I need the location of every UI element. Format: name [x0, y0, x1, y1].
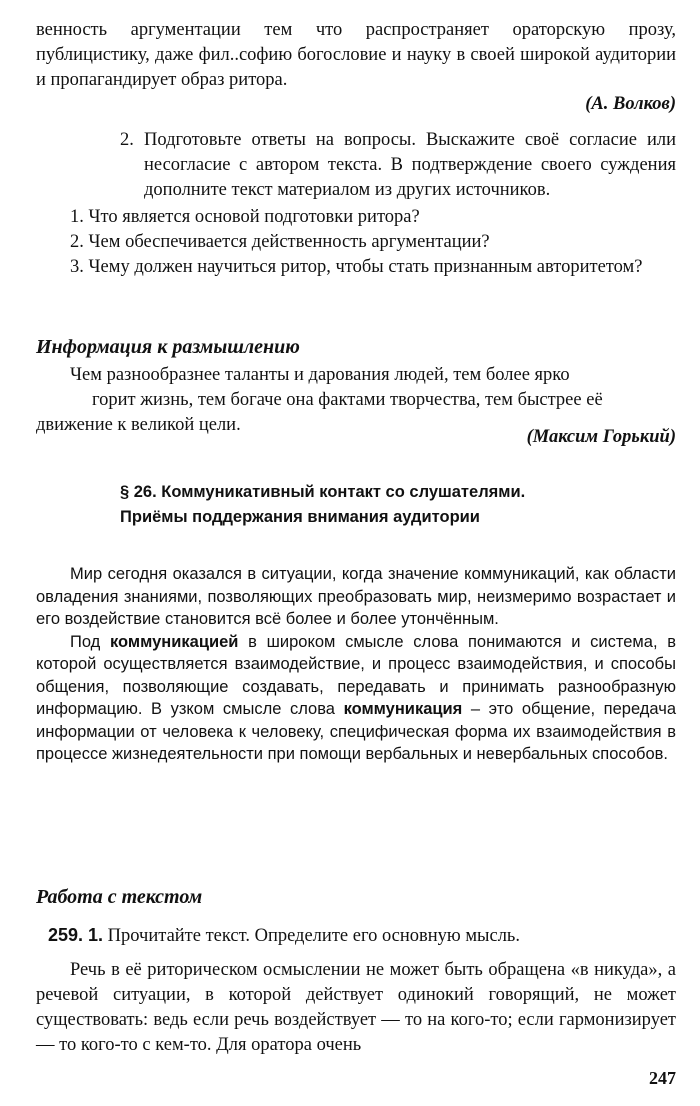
work-heading: Работа с текстом: [36, 886, 203, 908]
top-attribution: (А. Волков): [585, 94, 676, 114]
term-communication: коммуникацией: [110, 632, 239, 651]
reflection-attribution: (Максим Горький): [526, 427, 676, 447]
section-paragraph: Под коммуникацией в широком смысле слова понимаются и система, в которой осуществляется взаимодействие, и процесс взаимодействия, и способы общения, позволяющие создавать, передавать и принимать разнообразную информацию. В узком смысле слова коммуникация – это общение, передача информации от человека к человеку, специфическая форма их взаимодействия в процессе жизнедеятельности при помощи вербальных и невербальных способов.: [36, 632, 677, 763]
top-paragraph: венность аргументации тем что распространяет ораторскую прозу, публицистику, даже фил..софию богословие и науку в своей широкой аудитории и пропагандирует образ ритора.: [36, 20, 676, 90]
task-number: 2.: [120, 130, 134, 150]
question-list: [36, 205, 676, 280]
page-number: 247: [649, 1068, 676, 1088]
section-body: [36, 563, 676, 766]
exercise-instruction: Прочитайте текст. Определите его основную мысль.: [103, 926, 520, 946]
question-item: 2. Чем обеспечивается действенность аргументации?: [70, 232, 490, 252]
reflection-quote: Чем разнообразнее таланты и дарования людей, тем более ярко горит жизнь, тем богаче она фактами творчества, тем быстрее её движение к великой цели.: [36, 365, 603, 435]
term-communication: коммуникация: [343, 700, 463, 718]
exercise-text: Речь в её риторическом осмыслении не может быть обращена «в никуда», а речевой ситуации, в которой действует одинокий говорящий, не может существовать: ведь если речь воздействует — то на кого-то; если гармонизирует — то кого-то с кем-то. Для оратора очень: [36, 960, 676, 1055]
question-item: 3. Чему должен научиться ритор, чтобы стать признанным авторитетом?: [70, 257, 643, 277]
section-paragraph: Мир сегодня оказался в ситуации, когда значение коммуникаций, как области овладения знаниями, позволяющих преобразовать мир, неизмеримо возрастает и его воздействие становится всё более и более утончённым.: [36, 565, 676, 628]
question-item: 1. Что является основой подготовки ритора?: [70, 207, 420, 227]
task-2: [120, 128, 676, 203]
section-title: § 26. Коммуникативный контакт со слушателями. Приёмы поддержания внимания аудитории: [120, 483, 526, 526]
reflection-heading: Информация к размышлению: [36, 336, 300, 358]
exercise-line: [48, 924, 676, 949]
exercise-number: 259. 1.: [48, 925, 104, 945]
task-text: Подготовьте ответы на вопросы. Выскажите своё согласие или несогласие с автором текста. В подтверждение своего суждения дополните текст материалом из других источников.: [144, 130, 676, 200]
